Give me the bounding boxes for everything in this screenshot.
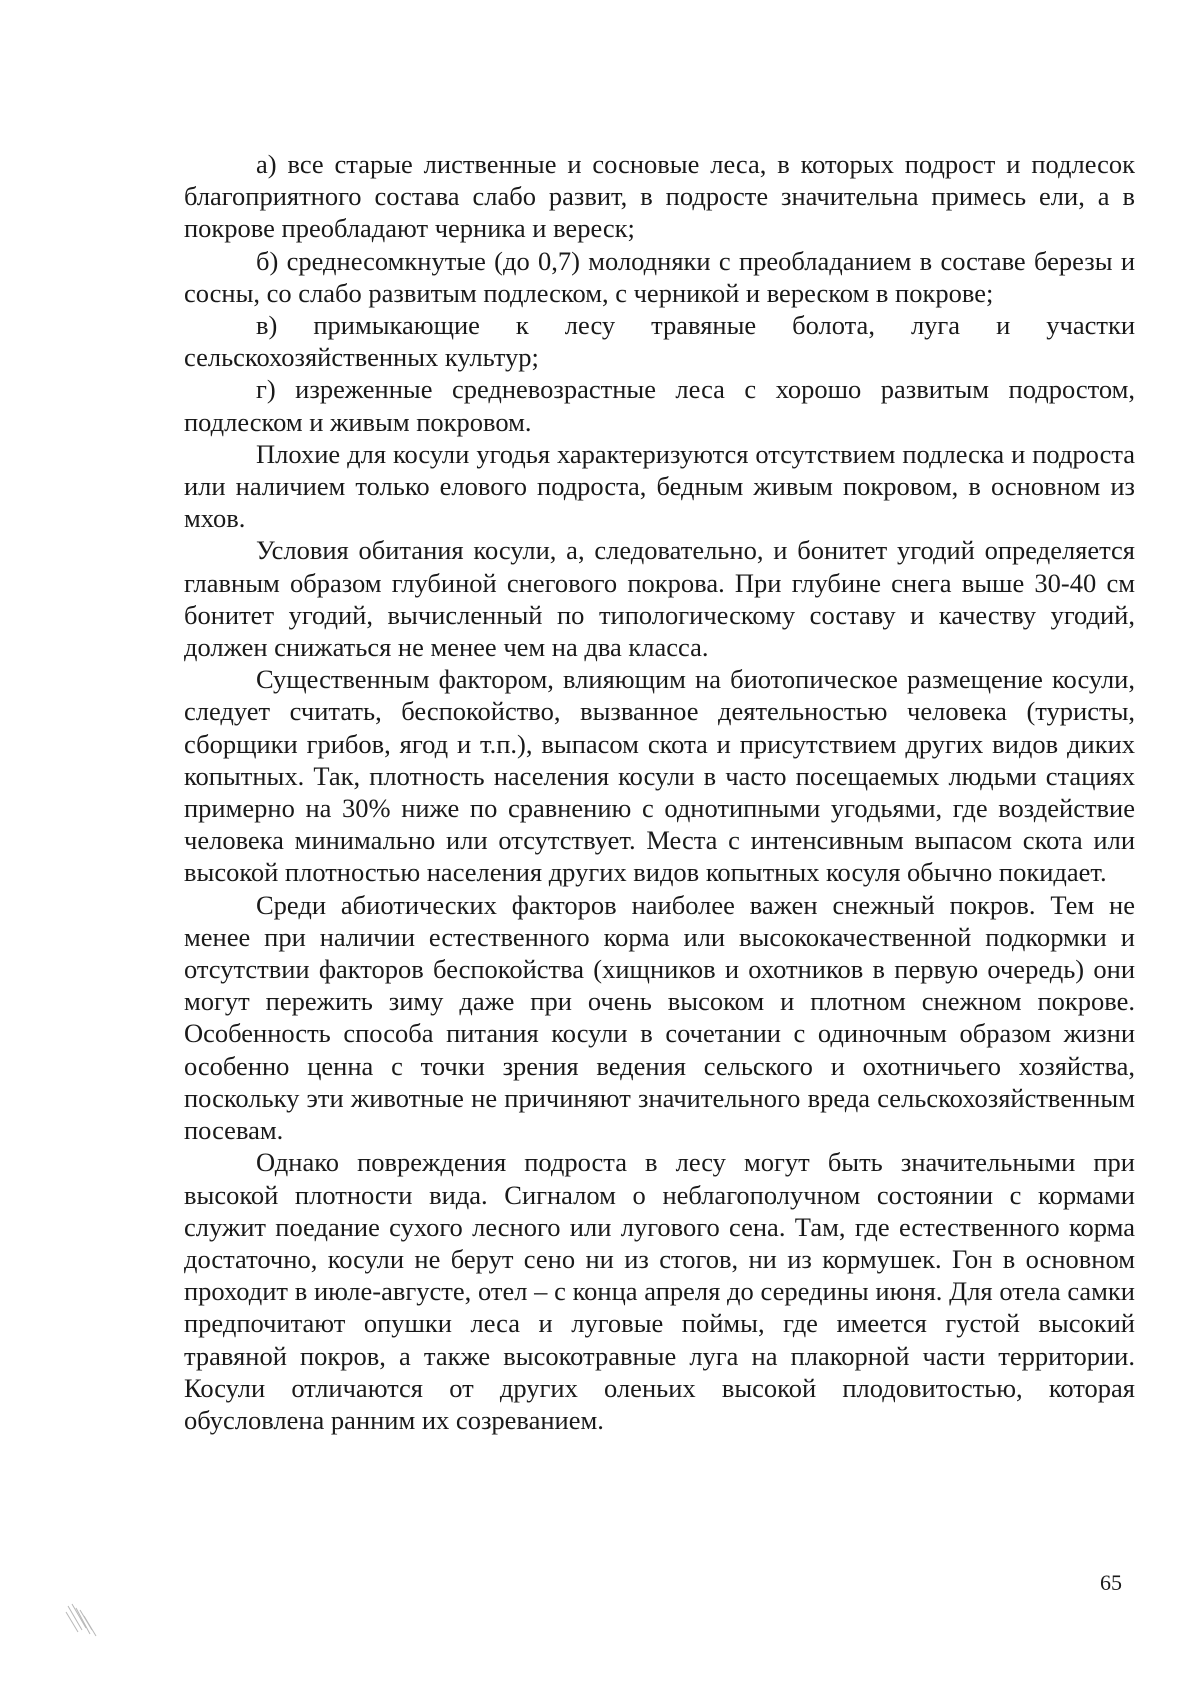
- paragraph-list-item-g: г) изреженные средневозрастные леса с хорошо развитым подростом, подлеском и живым покровом.: [184, 374, 1135, 437]
- page-number: 65: [1100, 1570, 1122, 1595]
- scan-artifact-mark: [60, 1600, 110, 1640]
- paragraph-list-item-v: в) примыкающие к лесу травяные болота, луга и участки сельскохозяйственных культур;: [184, 310, 1135, 373]
- paragraph-list-item-b: б) среднесомкнутые (до 0,7) молодняки с преобладанием в составе березы и сосны, со слабо развитым подлеском, с черникой и вереском в покрове;: [184, 245, 1135, 308]
- paragraph-disturbance-factor: Существенным фактором, влияющим на биотопическое размещение косули, следует считать, беспокойство, вызванное деятельностью человека (туристы, сборщики грибов, ягод и т.п.), выпасом скота и присутствием других видов диких копытных. Так, плотность населения косули в часто посещаемых людьми стациях примерно на 30% ниже по сравнению с однотипными угодьями, где воздействие человека минимально или отсутствует. Места с интенсивным выпасом скота или высокой плотностью населения других видов копытных косуля обычно покидает.: [184, 664, 1135, 888]
- paragraph-abiotic-factors: Среди абиотических факторов наиболее важен снежный покров. Тем не менее при наличии естественного корма или высококачественной подкормки и отсутствии факторов беспокойства (хищников и охотников в первую очередь) они могут пережить зиму даже при очень высоком и плотном снежном покрове. Особенность способа питания косули в сочетании с одиночным образом жизни особенно ценна с точки зрения ведения сельского и охотничьего хозяйства, поскольку эти животные не причиняют значительного вреда сельскохозяйственным посевам.: [184, 889, 1135, 1146]
- paragraph-list-item-a: а) все старые лиственные и сосновые леса, в которых подрост и подлесок благоприятного состава слабо развит, в подросте значительна примесь ели, а в покрове преобладают черника и вереск;: [184, 149, 1135, 244]
- paragraph-poor-habitats: Плохие для косули угодья характеризуются отсутствием подлеска и подроста или наличием только елового подроста, бедным живым покровом, в основном из мхов.: [184, 438, 1135, 534]
- paragraph-habitat-conditions: Условия обитания косули, а, следовательно, и бонитет угодий определяется главным образом глубиной снегового покрова. При глубине снега выше 30-40 см бонитет угодий, вычисленный по типологическому составу и качеству угодий, должен снижаться не менее чем на два класса.: [184, 535, 1135, 663]
- page-body: [184, 148, 1135, 1436]
- paragraph-undergrowth-damage: Однако повреждения подроста в лесу могут быть значительными при высокой плотности вида. Сигналом о неблагополучном состоянии с кормами служит поедание сухого лесного или лугового сена. Там, где естественного корма достаточно, косули не берут сено ни из стогов, ни из кормушек. Гон в основном проходит в июле-августе, отел – с конца апреля до середины июня. Для отела самки предпочитают опушки леса и луговые поймы, где имеется густой высокий травяной покров, а также высокотравные луга на плакорной части территории. Косули отличаются от других оленьих высокой плодовитостью, которая обусловлена ранним их созреванием.: [184, 1147, 1135, 1435]
